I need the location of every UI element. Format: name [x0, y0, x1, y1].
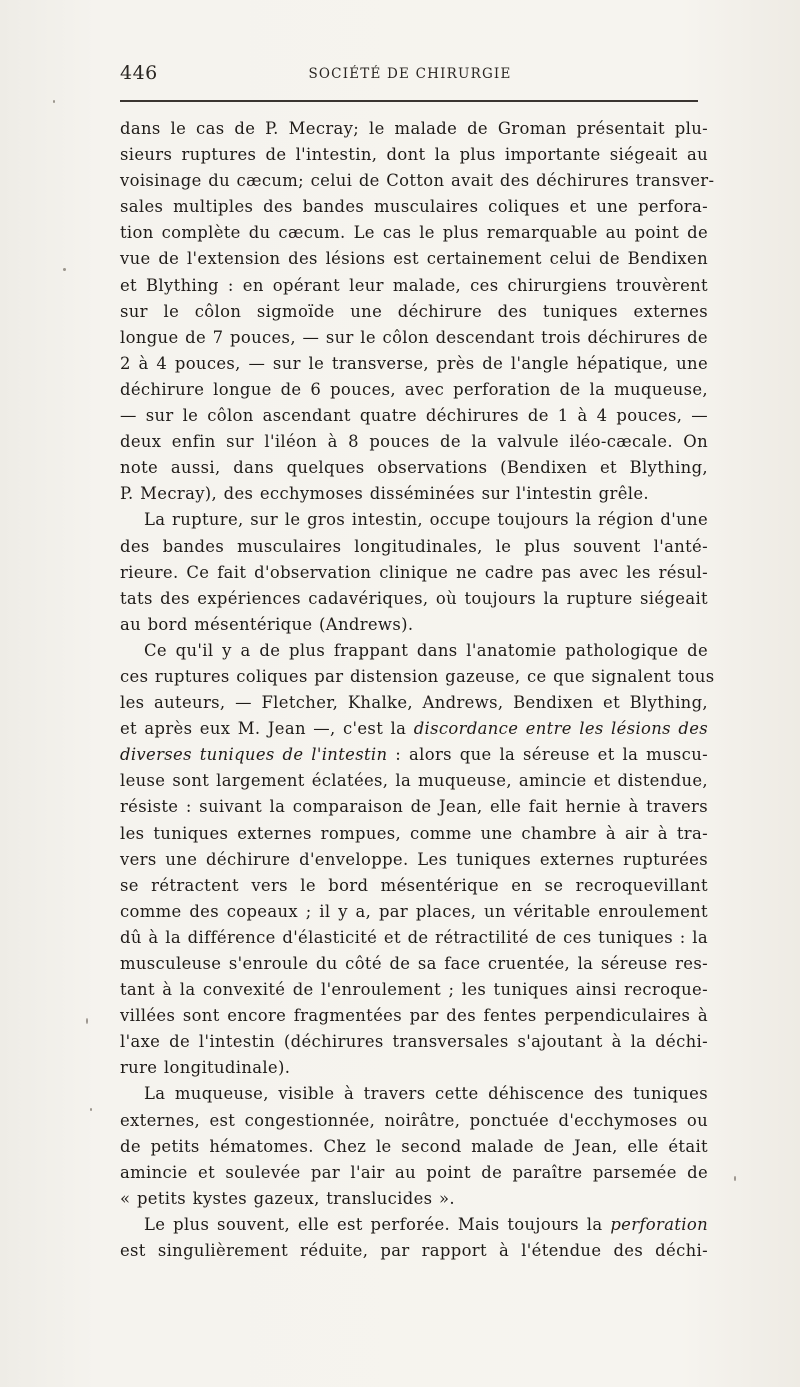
text-fragment: et après eux M. Jean —, c'est la	[120, 719, 414, 739]
text-line: sales multiples des bandes musculaires coliques et une perfora-	[120, 197, 708, 217]
paper-speck	[734, 1176, 736, 1181]
text-line: les auteurs, — Fletcher, Khalke, Andrews, Bendixen et Blything,	[120, 693, 708, 713]
text-line: se rétractent vers le bord mésentérique en se recroquevillant	[120, 875, 708, 895]
text-line: dû à la différence d'élasticité et de rétractilité de ces tuniques : la	[120, 927, 708, 947]
text-line: sur le côlon sigmoïde une déchirure des tuniques externes	[120, 301, 708, 321]
text-line: leuse sont largement éclatées, la muqueuse, amincie et distendue,	[120, 771, 708, 791]
paper-speck	[53, 100, 55, 103]
text-fragment: Le plus souvent, elle est perforée. Mais toujours la	[144, 1214, 611, 1234]
emphasis-tuniques: diverses tuniques de l'intestin	[120, 745, 388, 765]
text-line: tats des expériences cadavériques, où toujours la rupture siégeait	[120, 588, 708, 608]
page-number: 446	[120, 62, 158, 84]
text-line: longue de 7 pouces, — sur le côlon descendant trois déchirures de	[120, 327, 708, 347]
emphasis-perforation: perforation	[610, 1214, 708, 1234]
text-line: « petits kystes gazeux, translucides ».	[120, 1188, 455, 1208]
text-line-with-emphasis	[120, 716, 708, 742]
text-line: deux enfin sur l'iléon à 8 pouces de la valvule iléo-cæcale. On	[120, 432, 708, 452]
body-text	[120, 116, 715, 1264]
text-line: ces ruptures coliques par distension gazeuse, ce que signalent tous	[120, 666, 715, 686]
text-line: 2 à 4 pouces, — sur le transverse, près de l'angle hépatique, une	[120, 353, 708, 373]
text-line: l'axe de l'intestin (déchirures transversales s'ajoutant à la déchi-	[120, 1032, 708, 1052]
text-line: tion complète du cæcum. Le cas le plus remarquable au point de	[120, 223, 708, 243]
text-line: sieurs ruptures de l'intestin, dont la plus importante siégeait au	[120, 145, 708, 165]
text-line: musculeuse s'enroule du côté de sa face cruentée, la séreuse res-	[120, 954, 708, 973]
text-line: La muqueuse, visible à travers cette déhiscence des tuniques	[144, 1084, 708, 1104]
text-line: des bandes musculaires longitudinales, le plus souvent l'anté-	[120, 536, 708, 556]
text-line: amincie et soulevée par l'air au point de paraître parsemée de	[120, 1162, 708, 1182]
text-line: vue de l'extension des lésions est certainement celui de Bendixen	[120, 249, 708, 269]
page-header	[120, 62, 700, 90]
emphasis-discordance: discordance entre les lésions des	[413, 719, 708, 739]
paper-speck	[90, 1108, 92, 1111]
paper-speck	[86, 1018, 88, 1024]
text-line: tant à la convexité de l'enroulement ; les tuniques ainsi recroque-	[120, 980, 708, 1000]
text-line: rieure. Ce fait d'observation clinique ne cadre pas avec les résul-	[120, 562, 708, 582]
text-line: de petits hématomes. Chez le second malade de Jean, elle était	[120, 1136, 708, 1156]
text-line: résiste : suivant la comparaison de Jean, elle fait hernie à travers	[120, 797, 708, 817]
text-line: et Blything : en opérant leur malade, ces chirurgiens trouvèrent	[120, 275, 708, 295]
paper-speck	[63, 268, 66, 271]
text-line: est singulièrement réduite, par rapport à l'étendue des déchi-	[120, 1241, 708, 1261]
text-line: La rupture, sur le gros intestin, occupe toujours la région d'une	[144, 510, 708, 530]
text-line: déchirure longue de 6 pouces, avec perforation de la muqueuse,	[120, 379, 708, 399]
text-line: Ce qu'il y a de plus frappant dans l'anatomie pathologique de	[144, 640, 708, 660]
text-line: au bord mésentérique (Andrews).	[120, 614, 414, 634]
text-line: comme des copeaux ; il y a, par places, un véritable enroulement	[120, 901, 708, 921]
text-line: les tuniques externes rompues, comme une chambre à air à tra-	[120, 823, 708, 843]
text-line: note aussi, dans quelques observations (Bendixen et Blything,	[120, 458, 708, 478]
text-line: P. Mecray), des ecchymoses disséminées sur l'intestin grêle.	[120, 484, 649, 504]
text-line: villées sont encore fragmentées par des fentes perpendiculaires à	[120, 1006, 708, 1026]
running-head: SOCIÉTÉ DE CHIRURGIE	[308, 66, 512, 82]
text-line: voisinage du cæcum; celui de Cotton avait des déchirures transver-	[120, 171, 715, 191]
text-line: vers une déchirure d'enveloppe. Les tuniques externes rupturées	[120, 849, 708, 869]
text-fragment: : alors que la séreuse et la muscu-	[387, 745, 708, 765]
text-line-with-emphasis	[120, 1212, 708, 1238]
text-line: externes, est congestionnée, noirâtre, ponctuée d'ecchymoses ou	[120, 1110, 708, 1130]
text-line: — sur le côlon ascendant quatre déchirures de 1 à 4 pouces, —	[120, 406, 708, 426]
header-rule	[120, 100, 698, 102]
text-line: dans le cas de P. Mecray; le malade de Groman présentait plu-	[120, 119, 708, 138]
text-line: rure longitudinale).	[120, 1058, 291, 1078]
text-line-with-emphasis	[120, 742, 708, 768]
